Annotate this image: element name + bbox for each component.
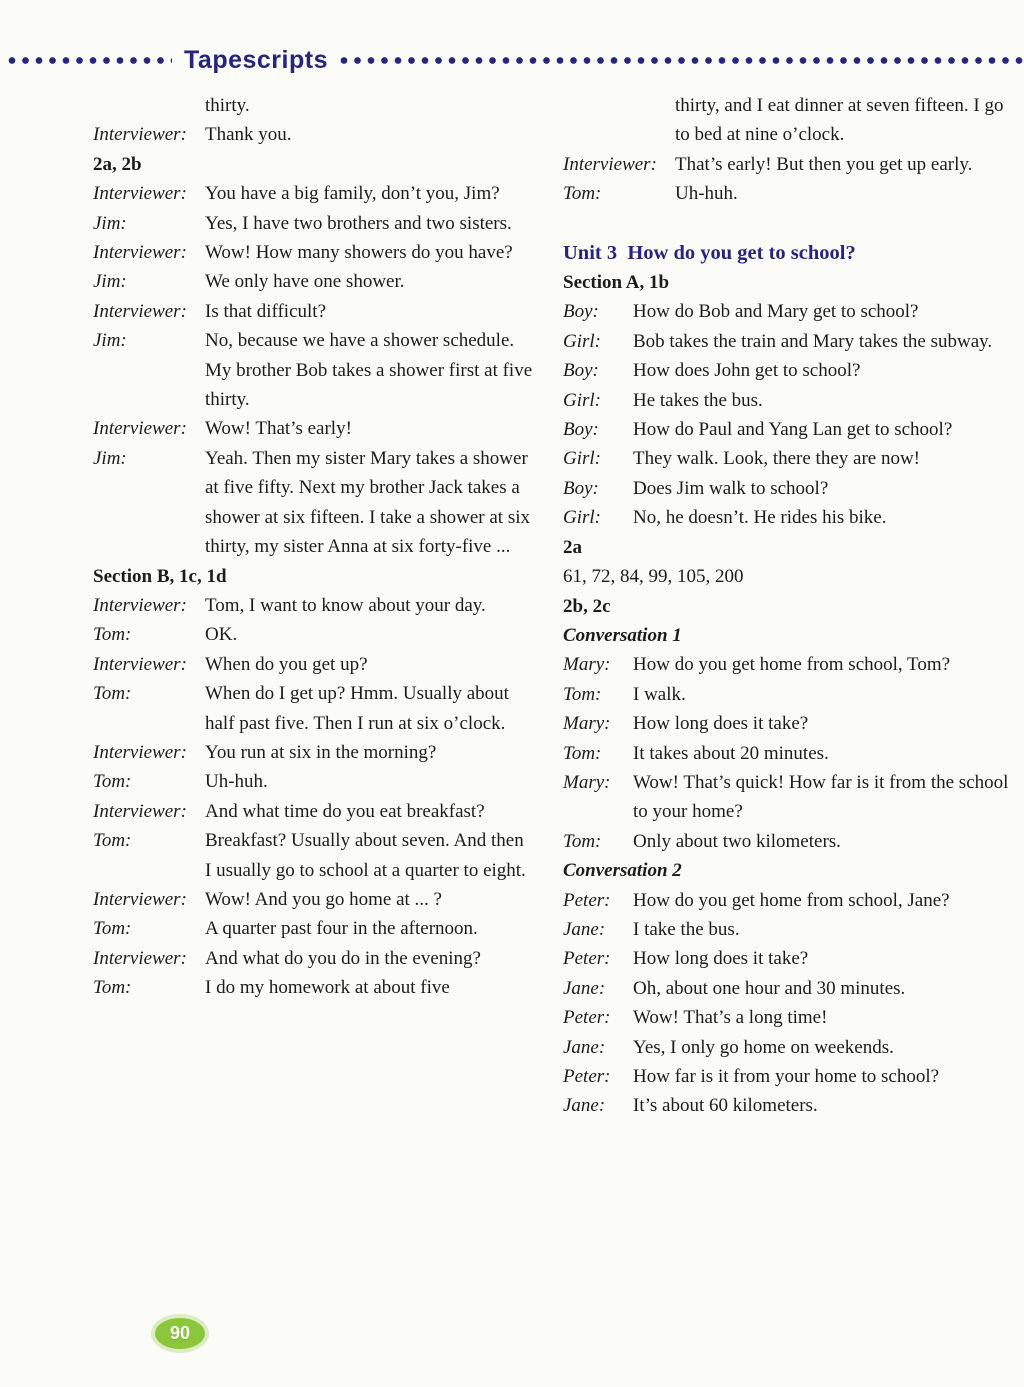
speech-text: He takes the bus. xyxy=(633,389,763,411)
speaker-label: Jane: xyxy=(563,1036,606,1058)
speech-text: Only about two kilometers. xyxy=(633,830,841,852)
page-header xyxy=(0,44,1024,76)
dialogue-line xyxy=(563,768,1015,827)
dialogue-line xyxy=(93,209,533,238)
plain: 61, 72, 84, 99, 105, 200 xyxy=(563,566,744,588)
speaker-label: Mary: xyxy=(563,771,611,793)
dialogue-line xyxy=(563,886,1015,915)
speech-text: We only have one shower. xyxy=(205,271,405,293)
speaker-label: Tom: xyxy=(93,830,132,852)
speaker-label: Jim: xyxy=(93,330,127,352)
subheading-italic: Conversation 1 xyxy=(563,624,682,646)
speech-text: When do you get up? xyxy=(205,653,368,675)
dialogue-line xyxy=(93,650,533,679)
dialogue-line xyxy=(563,386,1015,415)
heading: Section A, 1b xyxy=(563,272,670,294)
speech-text: How long does it take? xyxy=(633,713,809,735)
speaker-label: Mary: xyxy=(563,654,611,676)
dialogue-line xyxy=(563,415,1015,444)
speaker-label: Interviewer: xyxy=(93,888,187,910)
dialogue-line xyxy=(563,680,1015,709)
speech-text: How do you get home from school, Jane? xyxy=(633,889,950,911)
speech-text: Uh-huh. xyxy=(675,183,738,205)
dialogue-line xyxy=(93,826,533,885)
dialogue-line xyxy=(93,738,533,767)
speaker-label: Jane: xyxy=(563,918,606,940)
speaker-label: Peter: xyxy=(563,889,611,911)
speech-text: It’s about 60 kilometers. xyxy=(633,1095,818,1117)
speech-text: You have a big family, don’t you, Jim? xyxy=(205,183,500,205)
heading: Section B, 1c, 1d xyxy=(93,565,227,587)
speaker-label: Interviewer: xyxy=(93,594,187,616)
speech-text: Breakfast? Usually about seven. And then I usually go to school at a quarter to eight. xyxy=(205,830,526,881)
speaker-label: Jim: xyxy=(93,271,127,293)
dialogue-line xyxy=(563,91,1015,150)
heading: 2a xyxy=(563,536,582,558)
speech-text: How far is it from your home to school? xyxy=(633,1066,940,1087)
dialogue-line xyxy=(93,944,533,973)
speaker-label: Jim: xyxy=(93,447,127,469)
speech-text: When do I get up? Hmm. Usually about half past five. Then I run at six o’clock. xyxy=(205,683,509,734)
speaker-label: Boy: xyxy=(563,477,599,499)
speaker-label: Tom: xyxy=(93,918,132,940)
speech-text: thirty, and I eat dinner at seven fifteen. I go to bed at nine o’clock. xyxy=(675,95,1004,146)
dialogue-line xyxy=(563,1033,1015,1062)
heading: 2a, 2b xyxy=(93,153,142,175)
speaker-label: Tom: xyxy=(563,830,602,852)
speaker-label: Girl: xyxy=(563,330,601,352)
speaker-label: Jane: xyxy=(563,1095,606,1117)
dialogue-line xyxy=(563,150,1015,179)
speaker-label: Interviewer: xyxy=(93,653,187,675)
speaker-label: Peter: xyxy=(563,948,611,970)
speaker-label: Tom: xyxy=(563,742,602,764)
dot-leader-left xyxy=(8,56,172,65)
speech-text: thirty. xyxy=(205,95,250,116)
dialogue-line xyxy=(563,650,1015,679)
speech-text: How does John get to school? xyxy=(633,360,861,382)
speaker-label: Interviewer: xyxy=(93,300,187,322)
dialogue-line xyxy=(563,474,1015,503)
dialogue-line xyxy=(93,179,533,208)
speaker-label: Boy: xyxy=(563,419,599,441)
dialogue-line xyxy=(93,620,533,649)
speaker-label xyxy=(93,91,205,120)
speech-text: Yeah. Then my sister Mary takes a shower at five fifty. Next my brother Jack takes a shower at six fifteen. I take a shower at six thirty, my sister Anna at six forty-five ... xyxy=(205,447,531,558)
dialogue-line xyxy=(563,915,1015,944)
dialogue-line xyxy=(93,238,533,267)
dialogue-line xyxy=(563,356,1015,385)
heading: 2b, 2c xyxy=(563,595,611,617)
speech-text: I walk. xyxy=(633,683,686,705)
right-column xyxy=(563,91,1015,1121)
speaker-label: Interviewer: xyxy=(563,153,657,175)
speech-text: You run at six in the morning? xyxy=(205,741,437,763)
speaker-label: Girl: xyxy=(563,448,601,470)
speaker-label: Mary: xyxy=(563,713,611,735)
speech-text: Does Jim walk to school? xyxy=(633,477,829,499)
speaker-label: Jane: xyxy=(563,977,606,999)
dialogue-line xyxy=(93,297,533,326)
speech-text: Yes, I have two brothers and two sisters. xyxy=(205,212,512,234)
dialogue-line xyxy=(93,973,533,1002)
dialogue-line xyxy=(563,1091,1015,1120)
dot-leader-right xyxy=(340,56,1024,65)
speaker-label: Tom: xyxy=(563,683,602,705)
speech-text: Thank you. xyxy=(205,124,292,146)
speech-text: Yes, I only go home on weekends. xyxy=(633,1036,894,1058)
speech-text: Tom, I want to know about your day. xyxy=(205,594,486,616)
dialogue-line xyxy=(563,1003,1015,1032)
speaker-label: Interviewer: xyxy=(93,124,187,146)
page-title: Tapescripts xyxy=(184,45,328,74)
speaker-label: Interviewer: xyxy=(93,242,187,264)
dialogue-line xyxy=(563,827,1015,856)
speaker-label: Peter: xyxy=(563,1066,611,1087)
speech-text: No, because we have a shower schedule. My brother Bob takes a shower first at five thirty. xyxy=(205,330,533,411)
speech-text: Bob takes the train and Mary takes the subway. xyxy=(633,330,993,352)
speech-text: Wow! That’s quick! How far is it from the school to your home? xyxy=(633,771,1009,823)
speaker-label: Tom: xyxy=(93,771,132,793)
dialogue-line xyxy=(93,326,533,414)
speaker-label: Boy: xyxy=(563,301,599,323)
dialogue-line xyxy=(93,120,533,149)
dialogue-line xyxy=(93,414,533,443)
left-column xyxy=(93,91,533,1003)
dialogue-line xyxy=(563,974,1015,1003)
speech-text: Is that difficult? xyxy=(205,300,327,322)
speech-text: I take the bus. xyxy=(633,918,740,940)
dialogue-line xyxy=(563,1062,1015,1091)
speaker-label: Girl: xyxy=(563,389,601,411)
speech-text: How do Bob and Mary get to school? xyxy=(633,301,919,323)
dialogue-line xyxy=(93,444,533,562)
dialogue-line xyxy=(563,944,1015,973)
speaker-label: Interviewer: xyxy=(93,183,187,205)
speaker-label: Interviewer: xyxy=(93,947,187,969)
speaker-label: Tom: xyxy=(93,977,132,999)
dialogue-line xyxy=(93,591,533,620)
dialogue-line xyxy=(93,914,533,943)
dialogue-line xyxy=(563,709,1015,738)
speaker-label: Interviewer: xyxy=(93,741,187,763)
speaker-label: Jim: xyxy=(93,212,127,234)
speaker-label: Tom: xyxy=(93,683,132,705)
dialogue-line xyxy=(563,739,1015,768)
dialogue-line xyxy=(93,767,533,796)
dialogue-line xyxy=(563,297,1015,326)
dialogue-line xyxy=(93,91,533,120)
speech-text: I do my homework at about five xyxy=(205,977,450,999)
speech-text: A quarter past four in the afternoon. xyxy=(205,918,478,940)
speech-text: How do Paul and Yang Lan get to school? xyxy=(633,419,953,441)
speech-text: Wow! And you go home at ... ? xyxy=(205,888,442,910)
unit-heading: Unit 3 How do you get to school? xyxy=(563,241,856,264)
dialogue-line xyxy=(93,679,533,738)
speech-text: Wow! That’s early! xyxy=(205,418,352,440)
page-number-badge: 90 xyxy=(155,1318,205,1349)
speech-text: Wow! How many showers do you have? xyxy=(205,242,513,264)
speaker-label: Girl: xyxy=(563,507,601,529)
dialogue-line xyxy=(563,179,1015,208)
dialogue-line xyxy=(563,327,1015,356)
speaker-label: Peter: xyxy=(563,1007,611,1029)
dialogue-line xyxy=(93,885,533,914)
speech-text: It takes about 20 minutes. xyxy=(633,742,829,764)
speaker-label: Interviewer: xyxy=(93,418,187,440)
dialogue-line xyxy=(563,444,1015,473)
speech-text: How do you get home from school, Tom? xyxy=(633,654,951,676)
speaker-label: Boy: xyxy=(563,360,599,382)
speech-text: How long does it take? xyxy=(633,948,809,970)
speech-text: And what do you do in the evening? xyxy=(205,947,481,969)
speaker-label xyxy=(563,91,675,150)
speech-text: Wow! That’s a long time! xyxy=(633,1007,828,1029)
speech-text: OK. xyxy=(205,624,238,646)
speech-text: Uh-huh. xyxy=(205,771,268,793)
dialogue-line xyxy=(93,267,533,296)
speech-text: And what time do you eat breakfast? xyxy=(205,800,485,822)
speaker-label: Tom: xyxy=(93,624,132,646)
speech-text: They walk. Look, there they are now! xyxy=(633,448,921,470)
speech-text: That’s early! But then you get up early. xyxy=(675,153,973,175)
dialogue-line xyxy=(93,797,533,826)
speaker-label: Interviewer: xyxy=(93,800,187,822)
speaker-label: Tom: xyxy=(563,183,602,205)
dialogue-line xyxy=(563,503,1015,532)
subheading-italic: Conversation 2 xyxy=(563,860,682,882)
speech-text: Oh, about one hour and 30 minutes. xyxy=(633,977,906,999)
speech-text: No, he doesn’t. He rides his bike. xyxy=(633,507,887,529)
